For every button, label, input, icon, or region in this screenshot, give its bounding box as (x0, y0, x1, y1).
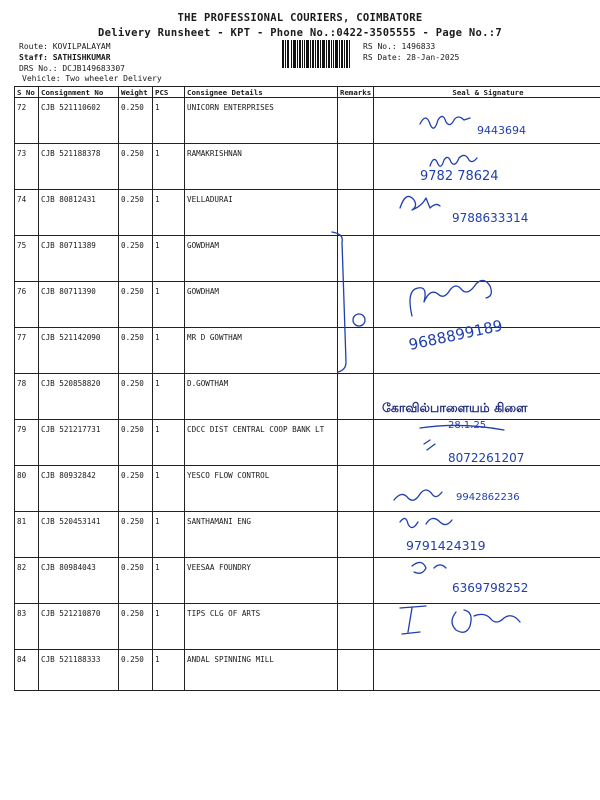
header-consignee: Consignee Details (185, 87, 338, 98)
cell-remarks (338, 190, 374, 236)
cell-consignment: CJB 521210870 (39, 604, 119, 650)
runsheet-subtitle: Delivery Runsheet - KPT - Phone No.:0422-3505555 - Page No.:7 (98, 27, 502, 39)
cell-remarks (338, 144, 374, 190)
drs-number: DRS No.: DCJB149683307 (19, 64, 125, 73)
staff-label: Staff: SATHISHKUMAR (19, 53, 111, 62)
cell-remarks (338, 98, 374, 144)
table-row (15, 236, 600, 282)
cell-sno: 77 (15, 328, 39, 374)
seal-79: கோவில்பாளையம் கிளை (382, 400, 528, 415)
cell-sno: 73 (15, 144, 39, 190)
company-title: THE PROFESSIONAL COURIERS, COIMBATORE (177, 12, 423, 24)
cell-consignment: CJB 520453141 (39, 512, 119, 558)
cell-pcs: 1 (153, 144, 185, 190)
phone-74: 9788633314 (452, 211, 529, 225)
cell-sno: 84 (15, 650, 39, 691)
cell-remarks (338, 650, 374, 691)
cell-remarks (338, 328, 374, 374)
cell-consignment: CJB 521142090 (39, 328, 119, 374)
cell-weight: 0.250 (119, 512, 153, 558)
table-row (15, 466, 600, 512)
cell-consignee: MR D GOWTHAM (185, 328, 338, 374)
cell-signature (374, 98, 600, 144)
cell-consignment: CJB 521217731 (39, 420, 119, 466)
cell-remarks (338, 466, 374, 512)
cell-pcs: 1 (153, 512, 185, 558)
cell-consignee: VELLADURAI (185, 190, 338, 236)
cell-remarks (338, 282, 374, 328)
vehicle-label: Vehicle: Two wheeler Delivery (22, 74, 162, 83)
table-row (15, 604, 600, 650)
phone-81: 9942862236 (456, 492, 520, 503)
cell-weight: 0.250 (119, 144, 153, 190)
cell-remarks (338, 420, 374, 466)
cell-pcs: 1 (153, 420, 185, 466)
cell-sno: 78 (15, 374, 39, 420)
table-row (15, 374, 600, 420)
cell-consignee: CDCC DIST CENTRAL COOP BANK LT (185, 420, 338, 466)
cell-pcs: 1 (153, 604, 185, 650)
cell-weight: 0.250 (119, 190, 153, 236)
phone-gowtham: 9688899189 (407, 316, 505, 354)
cell-pcs: 1 (153, 558, 185, 604)
cell-signature (374, 512, 600, 558)
cell-signature (374, 328, 600, 374)
cell-sno: 75 (15, 236, 39, 282)
table-row (15, 98, 600, 144)
cell-consignee: TIPS CLG OF ARTS (185, 604, 338, 650)
table-row (15, 420, 600, 466)
table-row (15, 144, 600, 190)
cell-consignment: CJB 80711389 (39, 236, 119, 282)
cell-remarks (338, 236, 374, 282)
cell-pcs: 1 (153, 374, 185, 420)
cell-remarks (338, 604, 374, 650)
cell-consignee: YESCO FLOW CONTROL (185, 466, 338, 512)
cell-weight: 0.250 (119, 98, 153, 144)
cell-sno: 76 (15, 282, 39, 328)
header-consignment: Consignment No (39, 87, 119, 98)
cell-weight: 0.250 (119, 466, 153, 512)
cell-sno: 81 (15, 512, 39, 558)
table-row (15, 328, 600, 374)
runsheet-table (14, 86, 600, 691)
cell-weight: 0.250 (119, 236, 153, 282)
cell-weight: 0.250 (119, 604, 153, 650)
date-79: 28.1.25 (448, 420, 487, 431)
cell-consignee: VEESAA FOUNDRY (185, 558, 338, 604)
cell-signature (374, 374, 600, 420)
cell-pcs: 1 (153, 190, 185, 236)
table-row (15, 558, 600, 604)
cell-signature (374, 282, 600, 328)
cell-weight: 0.250 (119, 558, 153, 604)
cell-signature (374, 190, 600, 236)
cell-consignment: CJB 80812431 (39, 190, 119, 236)
table-row (15, 650, 600, 691)
cell-consignment: CJB 520858820 (39, 374, 119, 420)
cell-pcs: 1 (153, 282, 185, 328)
cell-sno: 83 (15, 604, 39, 650)
cell-consignee: GOWDHAM (185, 282, 338, 328)
cell-consignee: D.GOWTHAM (185, 374, 338, 420)
table-row (15, 190, 600, 236)
cell-weight: 0.250 (119, 282, 153, 328)
cell-remarks (338, 374, 374, 420)
cell-consignment: CJB 80932842 (39, 466, 119, 512)
cell-weight: 0.250 (119, 328, 153, 374)
header-weight: Weight (119, 87, 153, 98)
cell-signature (374, 558, 600, 604)
phone-73: 9782 78624 (420, 169, 499, 184)
cell-sno: 79 (15, 420, 39, 466)
cell-signature (374, 650, 600, 691)
cell-signature (374, 604, 600, 650)
cell-signature (374, 236, 600, 282)
cell-sno: 82 (15, 558, 39, 604)
cell-weight: 0.250 (119, 374, 153, 420)
phone-80: 8072261207 (448, 451, 525, 465)
header-signature: Seal & Signature (374, 87, 600, 98)
cell-consignee: SANTHAMANI ENG (185, 512, 338, 558)
phone-82: 9791424319 (406, 538, 486, 553)
cell-weight: 0.250 (119, 650, 153, 691)
phone-72: 9443694 (477, 124, 526, 137)
table-row (15, 512, 600, 558)
route-label: Route: KOVILPALAYAM (19, 42, 111, 51)
rs-date: RS Date: 28-Jan-2025 (363, 53, 460, 62)
cell-consignment: CJB 521110602 (39, 98, 119, 144)
phone-83: 6369798252 (452, 581, 529, 595)
cell-consignment: CJB 521188378 (39, 144, 119, 190)
header-pcs: PCS (153, 87, 185, 98)
cell-pcs: 1 (153, 466, 185, 512)
cell-weight: 0.250 (119, 420, 153, 466)
cell-consignee: ANDAL SPINNING MILL (185, 650, 338, 691)
cell-consignee: GOWDHAM (185, 236, 338, 282)
cell-signature (374, 420, 600, 466)
rs-number: RS No.: 1496833 (363, 42, 436, 51)
cell-pcs: 1 (153, 98, 185, 144)
cell-remarks (338, 558, 374, 604)
cell-consignment: CJB 80711390 (39, 282, 119, 328)
cell-pcs: 1 (153, 236, 185, 282)
cell-consignee: UNICORN ENTERPRISES (185, 98, 338, 144)
cell-signature (374, 466, 600, 512)
cell-sno: 80 (15, 466, 39, 512)
cell-consignee: RAMAKRISHNAN (185, 144, 338, 190)
cell-sno: 72 (15, 98, 39, 144)
cell-signature (374, 144, 600, 190)
cell-pcs: 1 (153, 650, 185, 691)
header-remarks: Remarks (338, 87, 374, 98)
header-sno: S No (15, 87, 39, 98)
cell-sno: 74 (15, 190, 39, 236)
cell-remarks (338, 512, 374, 558)
barcode (282, 40, 350, 68)
cell-pcs: 1 (153, 328, 185, 374)
cell-consignment: CJB 521188333 (39, 650, 119, 691)
table-row (15, 282, 600, 328)
table-header-row (15, 87, 600, 98)
cell-consignment: CJB 80984043 (39, 558, 119, 604)
